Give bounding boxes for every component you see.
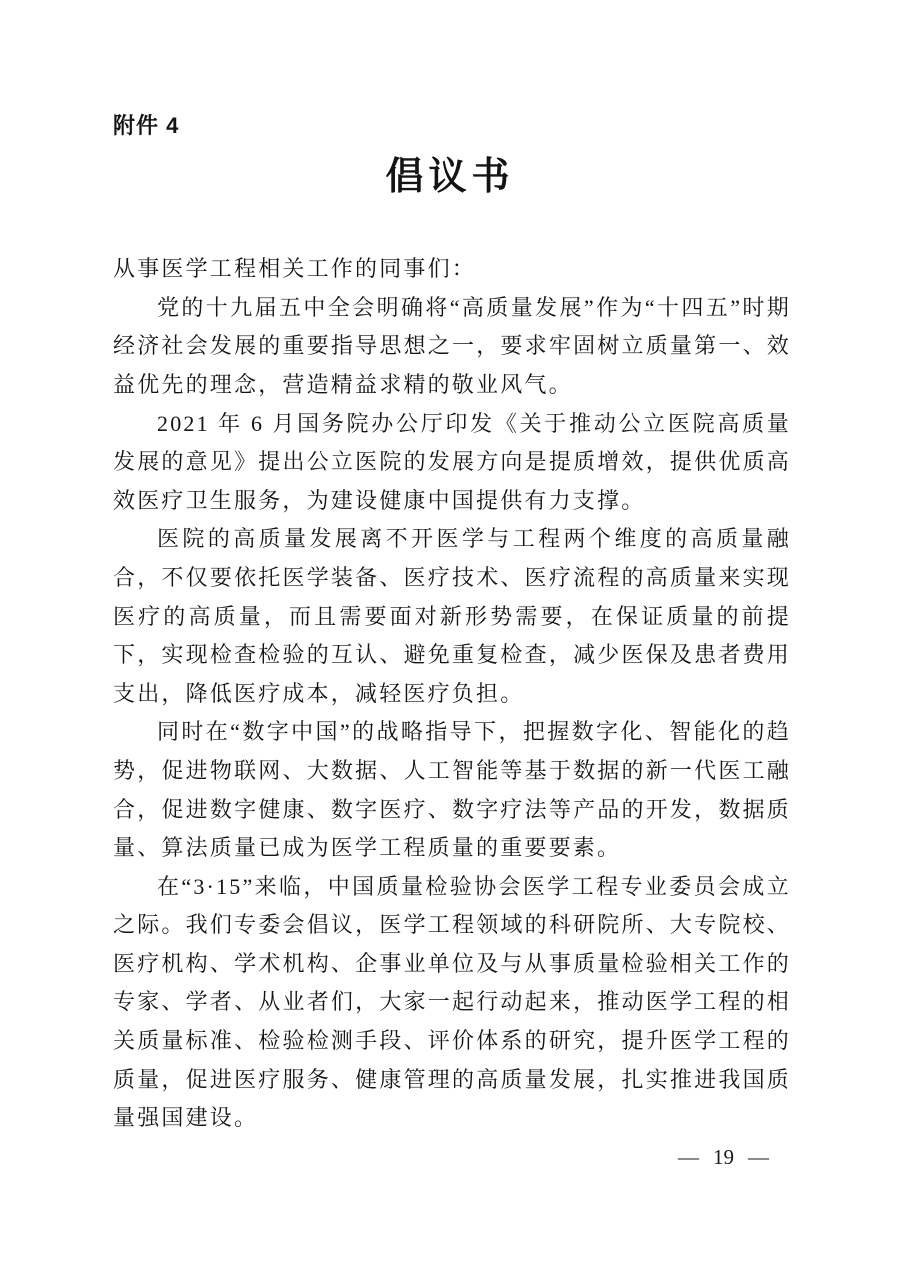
footer-dash-right: — bbox=[748, 1145, 769, 1169]
paragraph: 医院的高质量发展离不开医学与工程两个维度的高质量融合，不仅要依托医学装备、医疗技术、医疗流程的高质量来实现医疗的高质量，而且需要面对新形势需要，在保证质量的前提下，实现检查检验的互认、避免重复检查，减少医保及患者费用支出，降低医疗成本，减轻医疗负担。 bbox=[113, 526, 791, 706]
paragraph: 在“3·15”来临，中国质量检验协会医学工程专业委员会成立之际。我们专委会倡议，医学工程领域的科研院所、大专院校、医疗机构、学术机构、企事业单位及与从事质量检验相关工作的专家、学者、从业者们，大家一起行动起来，推动医学工程的相关质量标准、检验检测手段、评价体系的研究，提升医学工程的质量，促进医疗服务、健康管理的高质量发展，扎实推进我国质量强国建设。 bbox=[113, 873, 791, 1131]
page-number: 19 bbox=[713, 1145, 734, 1169]
salutation: 从事医学工程相关工作的同事们： bbox=[113, 256, 477, 282]
attachment-label: 附件 4 bbox=[113, 113, 180, 138]
paragraph: 同时在“数字中国”的战略指导下，把握数字化、智能化的趋势，促进物联网、大数据、人工智能等基于数据的新一代医工融合，促进数字健康、数字医疗、数字疗法等产品的开发，数据质量、算法质量已成为医学工程质量的重要要素。 bbox=[113, 719, 791, 861]
footer-dash-left: — bbox=[678, 1145, 699, 1169]
document-title: 倡议书 bbox=[385, 155, 515, 198]
document-body bbox=[113, 250, 791, 1138]
paragraph: 党的十九届五中全会明确将“高质量发展”作为“十四五”时期经济社会发展的重要指导思想之一，要求牢固树立质量第一、效益优先的理念，营造精益求精的敬业风气。 bbox=[113, 294, 791, 397]
page-footer bbox=[676, 1142, 771, 1172]
paragraph: 2021 年 6 月国务院办公厅印发《关于推动公立医院高质量发展的意见》提出公立医院的发展方向是提质增效，提供优质高效医疗卫生服务，为建设健康中国提供有力支撑。 bbox=[113, 410, 791, 513]
